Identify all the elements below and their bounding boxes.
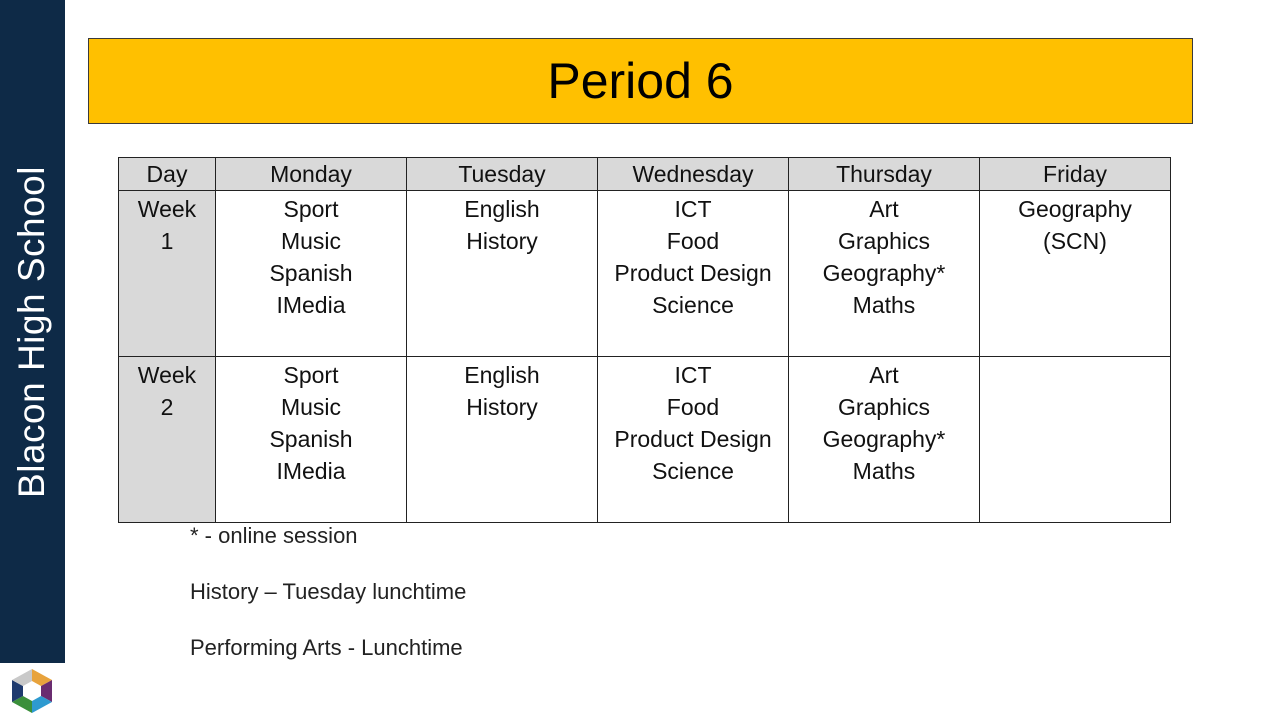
subject: Maths (852, 458, 916, 484)
subject: Music (280, 394, 342, 420)
subject: Spanish (269, 426, 353, 452)
cell-week2-monday (216, 357, 407, 523)
subject: Sport (283, 196, 339, 222)
table-row (119, 357, 1171, 523)
cell-week2-friday (980, 357, 1171, 523)
subject: IMedia (276, 458, 346, 484)
subject: ICT (674, 196, 712, 222)
subject: Product Design (614, 260, 772, 286)
header-friday: Friday (980, 158, 1171, 191)
cell-week1-monday (216, 191, 407, 357)
subject: Product Design (614, 426, 772, 452)
subject: Sport (283, 362, 339, 388)
day-label: Week (137, 196, 197, 222)
subject: English (464, 362, 540, 388)
cell-week1-wednesday (598, 191, 789, 357)
subject: Food (666, 228, 720, 254)
subject: ICT (674, 362, 712, 388)
header-wednesday: Wednesday (598, 158, 789, 191)
subject: Graphics (837, 394, 931, 420)
subject: Music (280, 228, 342, 254)
header-monday: Monday (216, 158, 407, 191)
school-name: Blacon High School (11, 166, 52, 498)
day-cell-week-2 (119, 357, 216, 523)
table-row (119, 191, 1171, 357)
page-title: Period 6 (547, 53, 734, 109)
cell-week1-friday (980, 191, 1171, 357)
day-number: 1 (160, 228, 174, 254)
day-number: 2 (160, 394, 174, 420)
subject: Geography* (822, 426, 946, 452)
notes (190, 522, 466, 690)
subject: Science (652, 458, 734, 484)
cell-week2-wednesday (598, 357, 789, 523)
day-cell-week-1 (119, 191, 216, 357)
timetable (118, 157, 1171, 523)
cell-week2-thursday (789, 357, 980, 523)
header-day: Day (119, 158, 216, 191)
subject: Geography (1018, 196, 1132, 222)
sidebar (0, 0, 65, 663)
title-banner (88, 38, 1193, 124)
subject: History (466, 228, 538, 254)
subject: IMedia (276, 292, 346, 318)
subject: Maths (852, 292, 916, 318)
subject: History (466, 394, 538, 420)
subject: (SCN) (1043, 228, 1107, 254)
cell-week2-tuesday (407, 357, 598, 523)
header-tuesday: Tuesday (407, 158, 598, 191)
subject: Food (666, 394, 720, 420)
subject: Spanish (269, 260, 353, 286)
subject: Geography* (822, 260, 946, 286)
note-performing-arts: Performing Arts - Lunchtime (190, 635, 463, 660)
hexagon-logo-icon (6, 667, 58, 715)
header-row (119, 158, 1171, 191)
subject: Art (869, 196, 899, 222)
subject: English (464, 196, 540, 222)
subject: Science (652, 292, 734, 318)
subject: Art (869, 362, 899, 388)
note-history-lunchtime: History – Tuesday lunchtime (190, 579, 467, 604)
cell-week1-thursday (789, 191, 980, 357)
day-label: Week (137, 362, 197, 388)
cell-week1-tuesday (407, 191, 598, 357)
subject: Graphics (837, 228, 931, 254)
header-thursday: Thursday (789, 158, 980, 191)
note-online-session: * - online session (190, 523, 358, 548)
